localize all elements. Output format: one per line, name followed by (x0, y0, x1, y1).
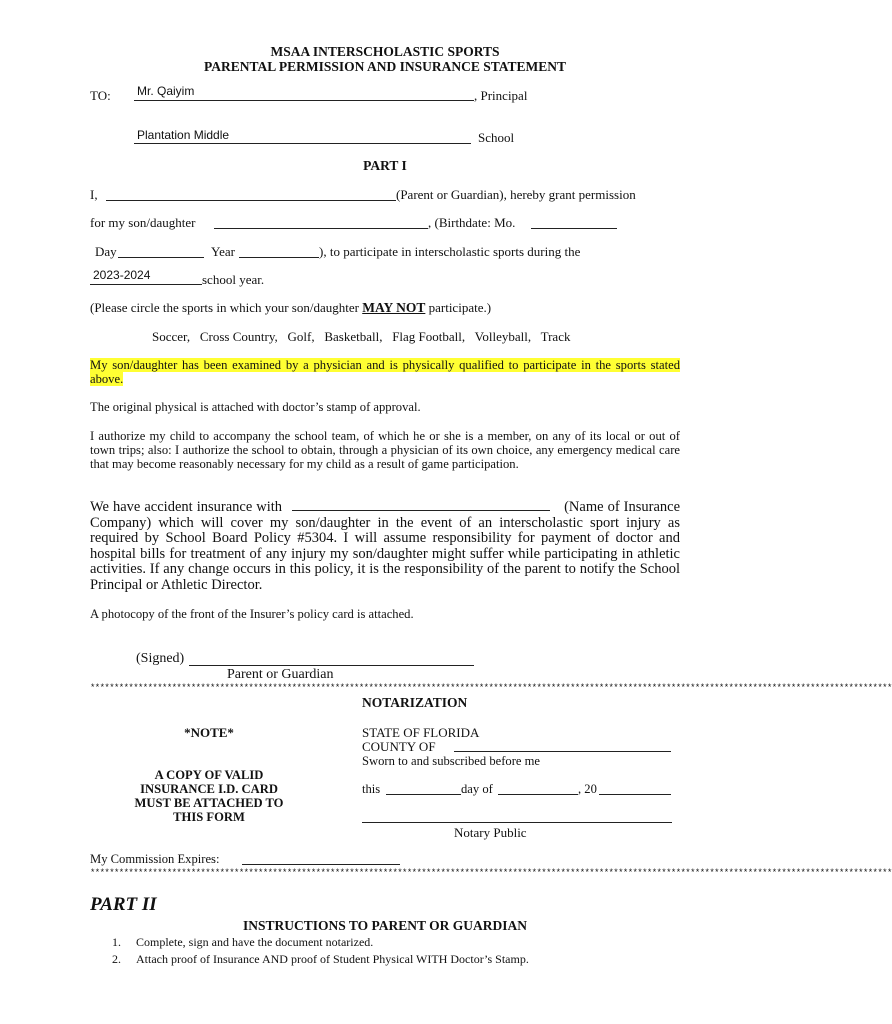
note-heading: *NOTE* (184, 725, 234, 740)
instruction-1-text: Complete, sign and have the document notarized. (136, 935, 374, 949)
insurance-company-line[interactable] (292, 500, 550, 511)
year-prefix: , 20 (578, 782, 597, 796)
photocopy-text: A photocopy of the front of the Insurer’s policy card is attached. (90, 607, 414, 621)
day-label: Day (95, 244, 117, 259)
circle-suffix: participate.) (428, 300, 492, 315)
notary-day-line[interactable] (386, 794, 461, 795)
school-suffix: School (478, 130, 515, 145)
signature-line[interactable] (189, 665, 474, 666)
notary-month-line[interactable] (498, 794, 578, 795)
year-label: Year (211, 244, 235, 259)
county-label: COUNTY OF (362, 739, 436, 754)
birth-month-line[interactable] (531, 228, 617, 229)
separator-stars: *********************************************************************************************************************************************************************** (90, 683, 892, 693)
physician-statement (90, 358, 680, 386)
guardian-text: (Parent or Guardian), hereby grant permission (396, 187, 636, 202)
i-label: I, (90, 187, 98, 202)
instruction-1-num: 1. (112, 935, 121, 949)
participate-text: ), to participate in interscholastic sports during the (319, 244, 581, 259)
insurance-prefix: We have accident insurance with (90, 499, 283, 515)
note-line2: INSURANCE I.D. CARD (140, 782, 278, 796)
guardian-name-line[interactable] (106, 200, 396, 201)
part1-heading: PART I (363, 158, 407, 173)
county-line[interactable] (454, 751, 671, 752)
note-line1: A COPY OF VALID (154, 768, 264, 782)
commission-label: My Commission Expires: (90, 852, 220, 866)
form-title-line1: MSAA INTERSCHOLASTIC SPORTS (270, 44, 500, 59)
for-label: for my son/daughter (90, 215, 196, 230)
principal-name-value[interactable]: Mr. Qaiyim (137, 84, 195, 98)
insurance-text: (Name of Insurance Company) which will cover my son/daughter in the event of an interscholastic sport injury as required by School Board Policy #5304. I will assume responsibility for payment of doctor and hospital bills for treatment of any injury my son/daughter might suffer while participating in athletic activities. If any change occurs in this policy, it is the responsibility of the parent to notify the School Principal or Athletic Director. (90, 499, 681, 593)
birthdate-label: , (Birthdate: Mo. (428, 215, 516, 230)
notarization-heading: NOTARIZATION (362, 695, 468, 710)
part2-heading: PART II (90, 894, 157, 915)
commission-line[interactable] (242, 864, 400, 865)
parent-guardian-label: Parent or Guardian (227, 667, 334, 682)
state-text: STATE OF FLORIDA (362, 725, 480, 740)
form-title-line2: PARENTAL PERMISSION AND INSURANCE STATEMENT (203, 59, 567, 74)
circle-prefix: (Please circle the sports in which your son/daughter (90, 300, 359, 315)
school-name-line (134, 143, 471, 144)
instruction-2-num: 2. (112, 952, 121, 966)
notary-public-label: Notary Public (454, 825, 527, 840)
principal-name-line (134, 100, 474, 101)
note-line4: THIS FORM (173, 810, 245, 824)
physician-statement-text: My son/daughter has been examined by a physician and is physically qualified to participate in the sports stated above. (90, 358, 680, 386)
sports-list[interactable]: Soccer, Cross Country, Golf, Basketball, Flag Football, Volleyball, Track (152, 329, 571, 344)
note-line3: MUST BE ATTACHED TO (134, 796, 284, 810)
may-not-emphasis: MAY NOT (362, 300, 426, 315)
authorize-paragraph: I authorize my child to accompany the school team, of which he or she is a member, on any of its local or out of town trips; also: I authorize the school to obtain, through a physician of its own choice, any emergency medical care that may become reasonably necessary for my child as a result of game participation. (90, 429, 680, 471)
school-name-value[interactable]: Plantation Middle (137, 128, 230, 142)
school-year-line (90, 284, 202, 285)
notary-year-line[interactable] (599, 794, 671, 795)
instructions-heading: INSTRUCTIONS TO PARENT OR GUARDIAN (242, 918, 528, 933)
child-name-line[interactable] (214, 228, 428, 229)
instruction-2-text: Attach proof of Insurance AND proof of Student Physical WITH Doctor’s Stamp. (136, 952, 529, 966)
notary-signature-line[interactable] (362, 822, 672, 823)
school-year-value[interactable]: 2023-2024 (93, 268, 151, 282)
to-label: TO: (90, 88, 111, 103)
signed-label: (Signed) (136, 651, 185, 666)
this-label: this (362, 782, 381, 796)
insurance-paragraph (90, 500, 680, 594)
circle-instruction (90, 300, 491, 316)
separator-stars-2: *********************************************************************************************************************************************************************** (90, 868, 892, 878)
day-of-label: day of (461, 782, 493, 796)
physical-attached-text: The original physical is attached with doctor’s stamp of approval. (90, 400, 421, 414)
birth-year-line[interactable] (239, 257, 319, 258)
school-year-label: school year. (202, 272, 265, 287)
principal-suffix: , Principal (474, 88, 528, 103)
sworn-text: Sworn to and subscribed before me (362, 754, 541, 768)
birth-day-line[interactable] (118, 257, 204, 258)
